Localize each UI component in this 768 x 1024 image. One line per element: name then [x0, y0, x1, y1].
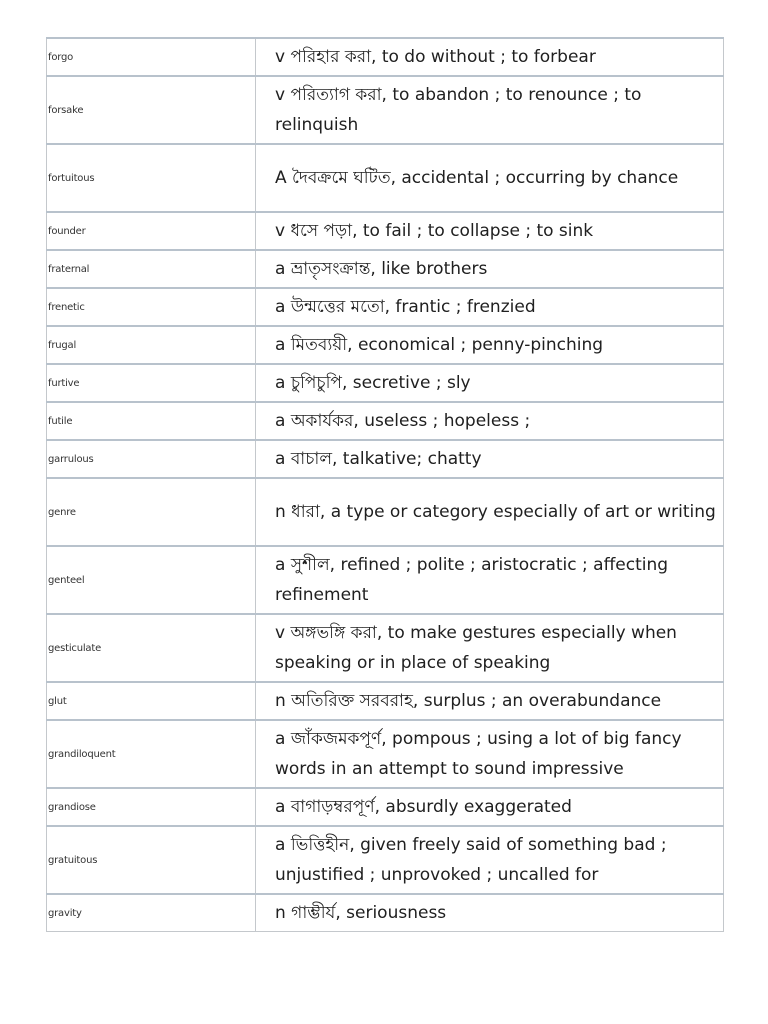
- table-row: [47, 478, 724, 546]
- table-row: [47, 402, 724, 440]
- word-cell: gratuitous: [47, 826, 256, 894]
- word-cell: garrulous: [47, 440, 256, 478]
- table-row: [47, 440, 724, 478]
- definition-cell: a সুশীল, refined ; polite ; aristocratic ; affecting refinement: [256, 546, 724, 614]
- table-row: [47, 144, 724, 212]
- table-row: [47, 38, 724, 76]
- word-cell: gravity: [47, 894, 256, 932]
- word-cell: fortuitous: [47, 144, 256, 212]
- definition-cell: v ধসে পড়া, to fail ; to collapse ; to sink: [256, 212, 724, 250]
- word-cell: fraternal: [47, 250, 256, 288]
- word-cell: grandiloquent: [47, 720, 256, 788]
- definition-cell: v পরিহার করা, to do without ; to forbear: [256, 38, 724, 76]
- table-row: [47, 288, 724, 326]
- vocabulary-table: [46, 37, 724, 932]
- table-row: [47, 250, 724, 288]
- word-cell: forsake: [47, 76, 256, 144]
- definition-cell: a উন্মত্তের মতো, frantic ; frenzied: [256, 288, 724, 326]
- table-row: [47, 720, 724, 788]
- table-row: [47, 212, 724, 250]
- definition-cell: a অকার্যকর, useless ; hopeless ;: [256, 402, 724, 440]
- definition-cell: a ভিত্তিহীন, given freely said of something bad ; unjustified ; unprovoked ; uncalled for: [256, 826, 724, 894]
- word-cell: forgo: [47, 38, 256, 76]
- table-row: [47, 326, 724, 364]
- word-cell: glut: [47, 682, 256, 720]
- definition-cell: a বাগাড়ম্বরপূর্ণ, absurdly exaggerated: [256, 788, 724, 826]
- word-cell: futile: [47, 402, 256, 440]
- word-cell: gesticulate: [47, 614, 256, 682]
- table-row: [47, 788, 724, 826]
- table-row: [47, 614, 724, 682]
- definition-cell: n অতিরিক্ত সরবরাহ, surplus ; an overabundance: [256, 682, 724, 720]
- definition-cell: a চুপিচুপি, secretive ; sly: [256, 364, 724, 402]
- table-row: [47, 682, 724, 720]
- word-cell: frenetic: [47, 288, 256, 326]
- table-row: [47, 76, 724, 144]
- vocabulary-table-body: [47, 38, 724, 932]
- definition-cell: a ভ্রাতৃসংক্রান্ত, like brothers: [256, 250, 724, 288]
- table-row: [47, 546, 724, 614]
- definition-cell: v পরিত্যাগ করা, to abandon ; to renounce ; to relinquish: [256, 76, 724, 144]
- definition-cell: v অঙ্গভঙ্গি করা, to make gestures especially when speaking or in place of speaking: [256, 614, 724, 682]
- definition-cell: n ধারা, a type or category especially of art or writing: [256, 478, 724, 546]
- word-cell: founder: [47, 212, 256, 250]
- definition-cell: a জাঁকজমকপূর্ণ, pompous ; using a lot of big fancy words in an attempt to sound impressive: [256, 720, 724, 788]
- table-row: [47, 364, 724, 402]
- table-row: [47, 894, 724, 932]
- definition-cell: a মিতব্যয়ী, economical ; penny-pinching: [256, 326, 724, 364]
- table-row: [47, 826, 724, 894]
- word-cell: genteel: [47, 546, 256, 614]
- word-cell: frugal: [47, 326, 256, 364]
- word-cell: furtive: [47, 364, 256, 402]
- definition-cell: a বাচাল, talkative; chatty: [256, 440, 724, 478]
- definition-cell: n গাম্ভীর্য, seriousness: [256, 894, 724, 932]
- word-cell: genre: [47, 478, 256, 546]
- word-cell: grandiose: [47, 788, 256, 826]
- definition-cell: A দৈবক্রমে ঘটিত, accidental ; occurring by chance: [256, 144, 724, 212]
